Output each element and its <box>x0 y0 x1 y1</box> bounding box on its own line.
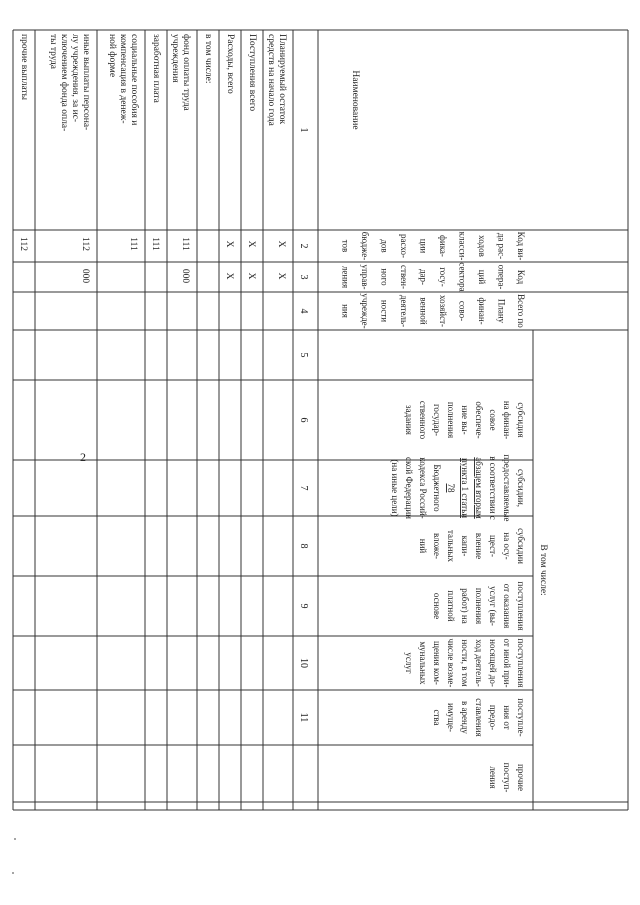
header-col10: поступле-ния отпредо-ставленияв арендуимуще-ства <box>432 698 526 737</box>
row-kod-operacii: X <box>246 272 256 280</box>
column-number-9: 9 <box>298 603 309 609</box>
header-col11: прочиепоступ-ления <box>488 762 526 793</box>
row-kod-vida: 112 <box>18 237 28 251</box>
row-kod-operacii: 000 <box>180 268 190 284</box>
header-kod-vida: Код ви-да рас-ходовкласси-фика-циирасхо-довбюдже-тов <box>340 231 526 261</box>
column-number-6: 6 <box>298 417 309 423</box>
row-kod-vida: X <box>224 240 234 248</box>
header-col9: поступленияот иной при-носящей до-ход деятель-ности, в томчисле возме-щения ком-мунальныхуслуг <box>404 638 526 688</box>
header-naimenovanie: Наименование <box>350 70 360 130</box>
header-vsego: Всего поПлануфинан-сово-хозяйст-веннойдеятель-ностиучрежде-ния <box>340 293 526 329</box>
row-name: заработная плата <box>151 34 161 103</box>
header-col5: субсидияна финан-совоеобеспече-ние вы-полнениягосудар-ственногозадания <box>404 400 526 440</box>
row-name: Поступления всего <box>247 34 257 112</box>
column-number-8: 8 <box>298 543 309 549</box>
header-col8: поступленияот оказанияуслуг (вы-полненияработ) наплатнойоснове <box>432 581 526 631</box>
rotated-table <box>13 30 628 810</box>
row-name: в том числе: <box>203 34 213 84</box>
header-col7: субсидиина осу-щест-влениекапи-тальныхвложе-ний <box>418 528 526 564</box>
row-name: прочие выплаты <box>19 34 29 100</box>
row-kod-operacii: X <box>224 272 234 280</box>
column-number-4: 4 <box>298 308 309 314</box>
row-name: Расходы, всего <box>225 34 235 94</box>
row-name: социальные пособия икомпенсация в денеж-ной форме <box>107 34 139 126</box>
page-number: 2 <box>80 450 86 464</box>
row-name: Планируемый остатоксредств на начало года <box>266 34 287 126</box>
header-kod-operacii: Кодопера-цийсекторагосу-дар-ствен-ногоуправ-ления <box>340 262 526 292</box>
column-number-5: 5 <box>298 352 309 358</box>
row-kod-vida: 112 <box>80 237 90 251</box>
row-kod-vida: X <box>246 240 256 248</box>
header-v-tom-chisle: В том числе: <box>538 544 548 596</box>
row-kod-operacii: X <box>276 272 286 280</box>
column-number-2: 2 <box>298 243 309 249</box>
column-number-11: 11 <box>298 712 309 723</box>
column-number-1: 1 <box>298 127 309 133</box>
row-kod-vida: 111 <box>150 237 160 251</box>
row-kod-vida: 111 <box>180 237 190 251</box>
row-name: фонд оплаты трудаучреждения <box>170 34 191 111</box>
column-number-3: 3 <box>298 274 309 280</box>
column-number-7: 7 <box>298 485 309 491</box>
row-kod-vida: 111 <box>128 237 138 251</box>
row-kod-operacii: 000 <box>80 268 90 284</box>
row-kod-vida: X <box>276 240 286 248</box>
row-name: иные выплаты персона-лу учреждения, за ис-ключением фонда опла-ты труда <box>48 34 91 132</box>
column-number-10: 10 <box>298 658 309 668</box>
header-col6: субсидии,предоставляемыев соответствии сабзацем вторымпункта 1 статьи78Бюджетногокодекса Россий-ской Федерации(на иные цели) <box>390 454 526 522</box>
